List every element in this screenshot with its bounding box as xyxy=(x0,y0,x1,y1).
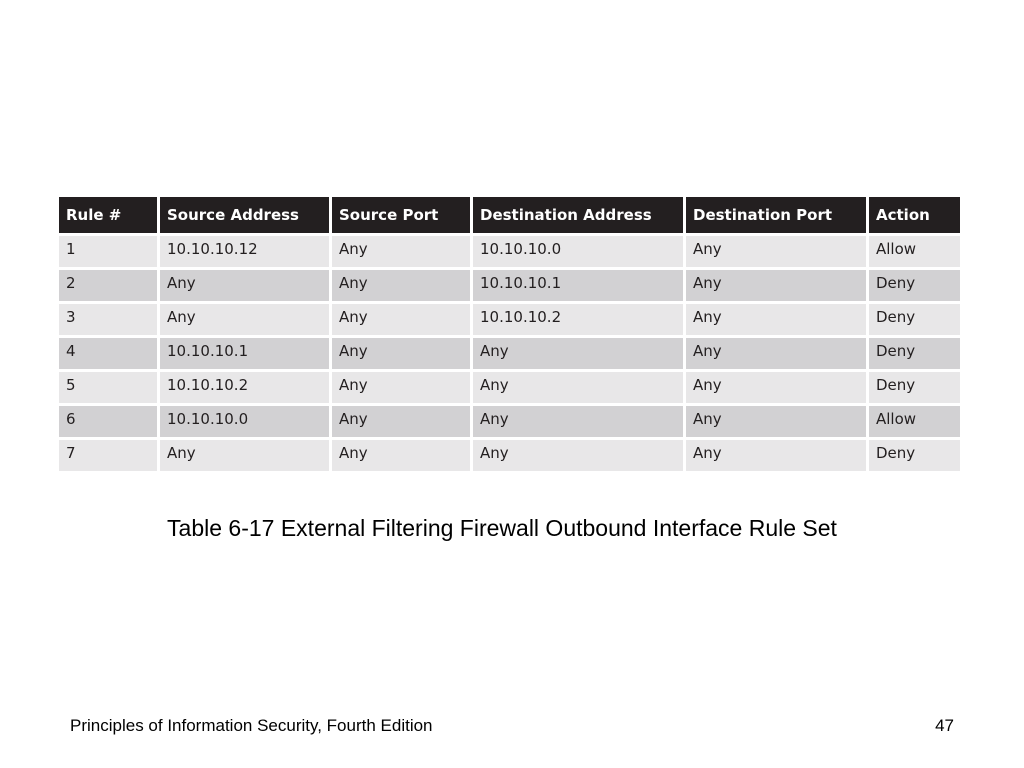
cell-rule-number: 2 xyxy=(59,270,157,301)
cell-destination-address: Any xyxy=(473,440,683,471)
cell-destination-port: Any xyxy=(686,406,866,437)
cell-rule-number: 6 xyxy=(59,406,157,437)
cell-source-address: 10.10.10.12 xyxy=(160,236,329,267)
table-row xyxy=(59,236,960,267)
table-header-row xyxy=(59,197,960,233)
cell-rule-number: 4 xyxy=(59,338,157,369)
cell-action: Deny xyxy=(869,270,960,301)
cell-rule-number: 3 xyxy=(59,304,157,335)
cell-destination-port: Any xyxy=(686,338,866,369)
cell-action: Deny xyxy=(869,372,960,403)
cell-action: Allow xyxy=(869,236,960,267)
table-row xyxy=(59,440,960,471)
cell-source-address: 10.10.10.1 xyxy=(160,338,329,369)
header-destination-port: Destination Port xyxy=(686,197,866,233)
page-number: 47 xyxy=(935,716,954,735)
cell-source-address: 10.10.10.2 xyxy=(160,372,329,403)
cell-source-port: Any xyxy=(332,338,470,369)
firewall-rule-table xyxy=(56,194,963,474)
cell-source-address: 10.10.10.0 xyxy=(160,406,329,437)
table-row xyxy=(59,406,960,437)
cell-destination-port: Any xyxy=(686,372,866,403)
cell-action: Deny xyxy=(869,304,960,335)
cell-rule-number: 1 xyxy=(59,236,157,267)
cell-action: Allow xyxy=(869,406,960,437)
cell-destination-address: 10.10.10.0 xyxy=(473,236,683,267)
cell-rule-number: 5 xyxy=(59,372,157,403)
header-source-address: Source Address xyxy=(160,197,329,233)
cell-destination-port: Any xyxy=(686,440,866,471)
header-destination-address: Destination Address xyxy=(473,197,683,233)
footer-book-title: Principles of Information Security, Fourth Edition xyxy=(70,716,433,735)
table-row xyxy=(59,270,960,301)
header-source-port: Source Port xyxy=(332,197,470,233)
cell-source-address: Any xyxy=(160,270,329,301)
cell-source-port: Any xyxy=(332,304,470,335)
cell-source-port: Any xyxy=(332,406,470,437)
cell-source-address: Any xyxy=(160,440,329,471)
table-row xyxy=(59,338,960,369)
table-row xyxy=(59,372,960,403)
cell-destination-address: 10.10.10.1 xyxy=(473,270,683,301)
cell-destination-port: Any xyxy=(686,270,866,301)
cell-source-address: Any xyxy=(160,304,329,335)
table-row xyxy=(59,304,960,335)
cell-source-port: Any xyxy=(332,440,470,471)
cell-destination-address: Any xyxy=(473,372,683,403)
header-action: Action xyxy=(869,197,960,233)
cell-destination-address: Any xyxy=(473,338,683,369)
cell-destination-port: Any xyxy=(686,236,866,267)
cell-source-port: Any xyxy=(332,270,470,301)
cell-action: Deny xyxy=(869,440,960,471)
cell-source-port: Any xyxy=(332,236,470,267)
cell-destination-address: 10.10.10.2 xyxy=(473,304,683,335)
header-rule-number: Rule # xyxy=(59,197,157,233)
cell-destination-address: Any xyxy=(473,406,683,437)
cell-destination-port: Any xyxy=(686,304,866,335)
cell-source-port: Any xyxy=(332,372,470,403)
table-caption: Table 6-17 External Filtering Firewall Outbound Interface Rule Set xyxy=(167,515,837,541)
cell-action: Deny xyxy=(869,338,960,369)
cell-rule-number: 7 xyxy=(59,440,157,471)
